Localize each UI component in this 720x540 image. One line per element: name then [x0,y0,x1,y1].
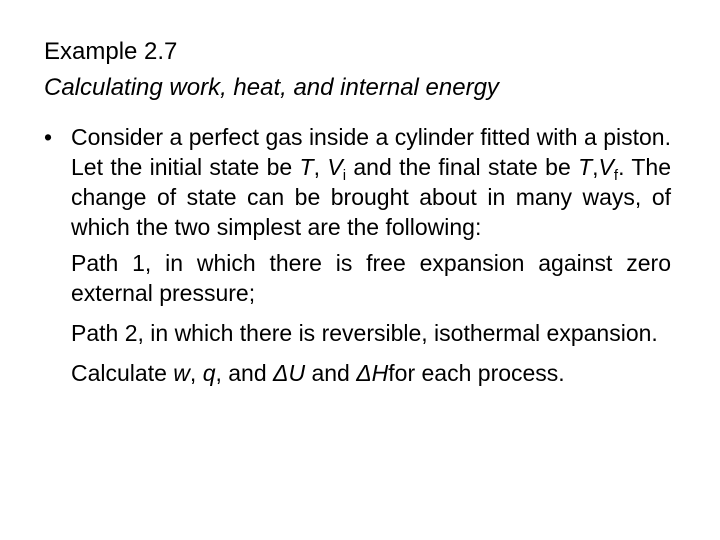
subscript-final: f [613,167,619,184]
calc-text-mid: , and [215,360,274,386]
volume-symbol-final: V [598,154,614,180]
subscript-initial: i [342,167,347,184]
calc-comma: , [189,360,203,386]
path-2-paragraph: Path 2, in which there is reversible, isothermal expansion. [71,320,658,346]
volume-symbol-initial: V [327,154,343,180]
intro-paragraph [71,122,671,242]
internal-energy-change-symbol: ΔU [273,360,306,386]
calc-text-pre: Calculate [71,360,174,386]
heat-symbol: q [202,360,216,386]
intro-text-3: . The change of state can be brought about in many ways, of which the two simplest are the following: [71,154,672,240]
enthalpy-change-symbol: ΔH [356,360,389,386]
temperature-symbol-initial: T [299,154,314,180]
title-block [44,34,684,106]
path-1-paragraph: Path 1, in which there is free expansion against zero external pressure; [71,250,671,306]
intro-text-2: and the final state be [346,154,579,180]
example-subtitle: Calculating work, heat, and internal energy [44,74,499,101]
intro-text-1: Consider a perfect gas inside a cylinder fitted with a piston. Let the initial state be [71,124,671,180]
calculate-paragraph [71,358,671,388]
intro-comma-2: , [592,154,599,180]
bullet-marker: • [44,124,53,150]
bullet-text [71,122,671,388]
calc-text-post: for each process. [388,360,565,386]
calc-text-and: and [305,360,357,386]
work-symbol: w [173,360,190,386]
temperature-symbol-final: T [578,154,593,180]
intro-comma-1: , [313,154,328,180]
example-heading: Example 2.7 [44,38,178,65]
